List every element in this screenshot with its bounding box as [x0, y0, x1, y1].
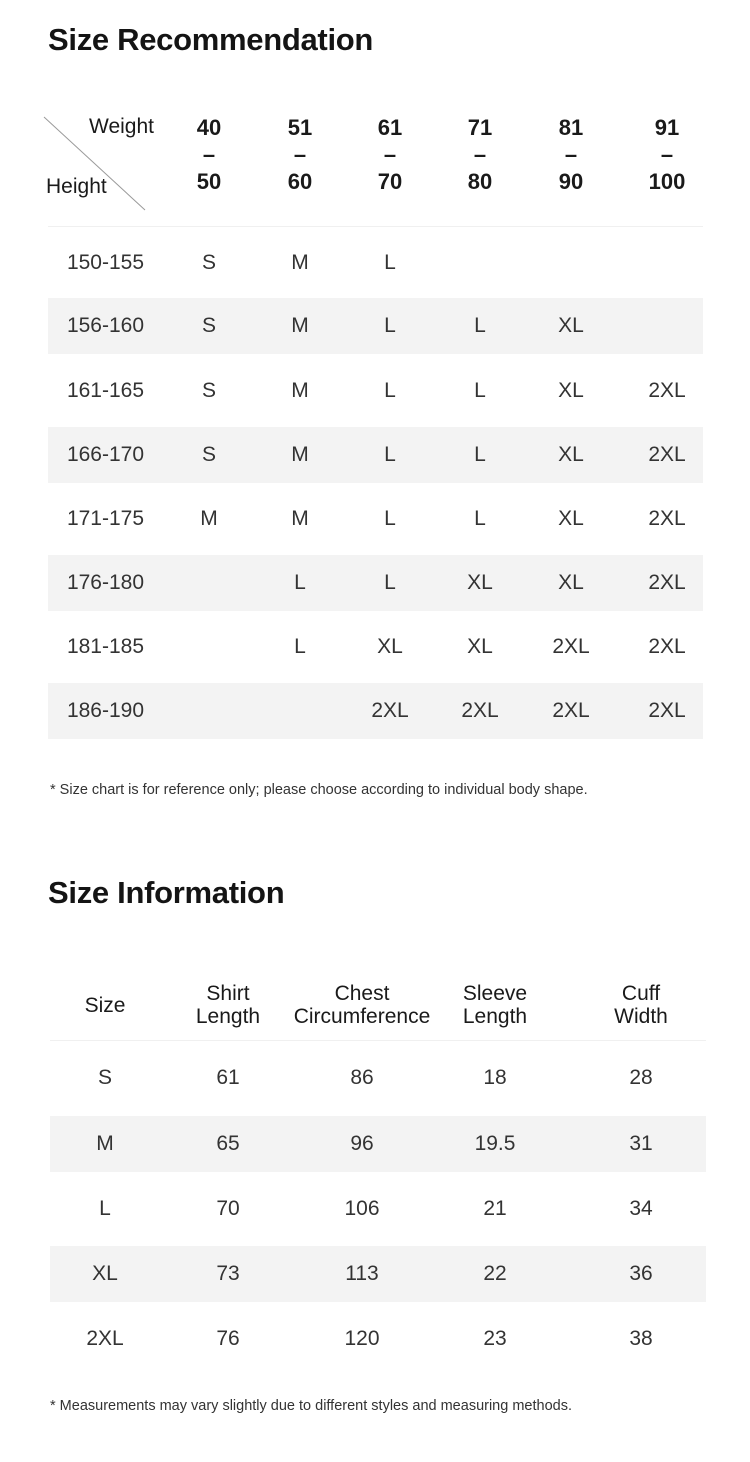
measurement-cell: 70 [216, 1197, 240, 1220]
weight-range-header [355, 114, 425, 195]
size-cell: 2XL [648, 699, 686, 722]
column-header [440, 970, 550, 1040]
measurement-cell: 38 [629, 1327, 653, 1350]
column-header-line1: Shirt [206, 982, 250, 1005]
weight-range-dash: – [473, 142, 487, 167]
recommendation-row [48, 427, 703, 483]
size-cell: 2XL [648, 507, 686, 530]
size-cell [445, 235, 515, 291]
information-header [50, 970, 706, 1040]
size-cell: L [474, 443, 486, 466]
corner-height-label: Height [46, 175, 107, 198]
size-cell: S [201, 379, 216, 402]
size-cell: M [200, 507, 218, 530]
measurement-cell: 61 [216, 1066, 240, 1089]
measurement-cell: 18 [483, 1066, 507, 1089]
size-cell: L [384, 379, 396, 402]
size-cell: L [384, 251, 396, 274]
size-cell: XL [558, 507, 584, 530]
information-note: * Measurements may vary slightly due to different styles and measuring methods. [50, 1398, 572, 1414]
recommendation-row [48, 491, 703, 547]
measurement-cell: 73 [216, 1262, 240, 1285]
size-info-row [50, 1181, 706, 1237]
weight-range-dash: – [293, 142, 307, 167]
size-cell: 2XL [648, 571, 686, 594]
size-cell [632, 235, 702, 291]
size-label-cell: S [97, 1066, 112, 1089]
size-info-row [50, 1116, 706, 1172]
column-header-text [614, 982, 668, 1028]
weight-range-top: 51 [287, 115, 313, 140]
size-cell: M [291, 251, 309, 274]
size-cell: 2XL [461, 699, 499, 722]
recommendation-header [40, 100, 710, 226]
measurement-cell: 28 [629, 1066, 653, 1089]
size-information-title: Size Information [48, 875, 285, 910]
column-header-line2: Circumference [293, 1005, 431, 1028]
measurement-cell: 21 [483, 1197, 507, 1220]
recommendation-row [48, 363, 703, 419]
size-cell: S [201, 443, 216, 466]
size-cell [174, 683, 244, 739]
size-label-cell: 2XL [86, 1327, 124, 1350]
weight-range-bottom: 50 [196, 169, 222, 194]
size-label-cell: M [96, 1132, 114, 1155]
size-cell: S [201, 314, 216, 337]
size-cell [265, 683, 335, 739]
column-header-line1: Sleeve [462, 982, 528, 1005]
weight-range-header [536, 114, 606, 195]
recommendation-row [48, 298, 703, 354]
recommendation-row [48, 235, 703, 291]
measurement-cell: 76 [216, 1327, 240, 1350]
size-cell: L [384, 507, 396, 530]
measurement-cell: 120 [344, 1327, 380, 1350]
column-header-text [85, 994, 126, 1017]
size-cell: 2XL [648, 635, 686, 658]
column-header-line2: Width [614, 1005, 668, 1028]
weight-range-bottom: 60 [287, 169, 313, 194]
size-cell: XL [558, 314, 584, 337]
size-cell: M [291, 379, 309, 402]
column-header-line2: Length [195, 1005, 261, 1028]
size-recommendation-title: Size Recommendation [48, 22, 374, 57]
weight-range-dash: – [564, 142, 578, 167]
size-info-row [50, 1050, 706, 1106]
height-range-cell: 171-175 [66, 507, 145, 530]
size-cell: M [291, 314, 309, 337]
info-header-divider [50, 1040, 706, 1041]
measurement-cell: 96 [350, 1132, 374, 1155]
size-cell: M [291, 443, 309, 466]
size-cell: L [384, 443, 396, 466]
recommendation-row [48, 619, 703, 675]
weight-range-top: 81 [558, 115, 584, 140]
size-info-row [50, 1246, 706, 1302]
measurement-cell: 23 [483, 1327, 507, 1350]
column-header [586, 970, 696, 1040]
size-cell: XL [467, 571, 493, 594]
weight-range-top: 40 [196, 115, 222, 140]
measurement-cell: 34 [629, 1197, 653, 1220]
weight-range-header [632, 114, 702, 195]
measurement-cell: 19.5 [474, 1132, 516, 1155]
weight-range-bottom: 80 [467, 169, 493, 194]
weight-range-header [174, 114, 244, 195]
height-range-cell: 186-190 [66, 699, 145, 722]
size-cell: S [201, 251, 216, 274]
weight-range-dash: – [660, 142, 674, 167]
size-cell: L [474, 507, 486, 530]
weight-range-top: 71 [467, 115, 493, 140]
height-range-cell: 166-170 [66, 443, 145, 466]
measurement-cell: 65 [216, 1132, 240, 1155]
size-cell [174, 619, 244, 675]
size-cell: XL [558, 443, 584, 466]
corner-weight-label: Weight [89, 115, 154, 138]
height-range-cell: 176-180 [66, 571, 145, 594]
height-range-cell: 181-185 [66, 635, 145, 658]
height-range-cell: 161-165 [66, 379, 145, 402]
column-header-line1: Chest [334, 982, 390, 1005]
size-cell: L [474, 379, 486, 402]
size-cell [536, 235, 606, 291]
header-divider [48, 226, 703, 227]
measurement-cell: 106 [344, 1197, 380, 1220]
size-label-cell: XL [92, 1262, 118, 1285]
size-cell: L [294, 571, 306, 594]
column-header [173, 970, 283, 1040]
size-cell: 2XL [552, 699, 590, 722]
size-cell: XL [377, 635, 403, 658]
size-cell: 2XL [371, 699, 409, 722]
recommendation-note: * Size chart is for reference only; please choose according to individual body shape. [50, 782, 588, 798]
measurement-cell: 31 [629, 1132, 653, 1155]
weight-range-header [265, 114, 335, 195]
size-info-row [50, 1311, 706, 1367]
size-cell: L [384, 314, 396, 337]
measurement-cell: 22 [483, 1262, 507, 1285]
size-cell: 2XL [648, 443, 686, 466]
measurement-cell: 36 [629, 1262, 653, 1285]
weight-range-dash: – [383, 142, 397, 167]
column-header-line1: Cuff [621, 982, 661, 1005]
size-label-cell: L [99, 1197, 111, 1220]
size-cell: XL [558, 379, 584, 402]
height-range-cell: 150-155 [66, 251, 145, 274]
height-range-cell: 156-160 [66, 314, 145, 337]
size-cell: L [474, 314, 486, 337]
weight-range-header [445, 114, 515, 195]
column-header-line1: Size [84, 993, 126, 1017]
column-header-line2: Length [462, 1005, 528, 1028]
recommendation-row [48, 555, 703, 611]
column-header [287, 970, 437, 1040]
size-cell [174, 555, 244, 611]
size-cell: L [384, 571, 396, 594]
weight-range-bottom: 100 [648, 169, 686, 194]
column-header-text [463, 982, 527, 1028]
size-cell: L [294, 635, 306, 658]
measurement-cell: 86 [350, 1066, 374, 1089]
measurement-cell: 113 [345, 1262, 379, 1285]
weight-range-top: 61 [377, 115, 403, 140]
weight-range-top: 91 [654, 115, 680, 140]
size-cell: XL [558, 571, 584, 594]
column-header [50, 970, 160, 1040]
column-header-text [196, 982, 260, 1028]
size-cell: 2XL [552, 635, 590, 658]
size-cell: XL [467, 635, 493, 658]
size-cell [632, 298, 702, 354]
size-cell: 2XL [648, 379, 686, 402]
column-header-text [294, 982, 431, 1028]
weight-range-dash: – [202, 142, 216, 167]
recommendation-row [48, 683, 703, 739]
weight-range-bottom: 90 [558, 169, 584, 194]
weight-range-bottom: 70 [377, 169, 403, 194]
size-cell: M [291, 507, 309, 530]
